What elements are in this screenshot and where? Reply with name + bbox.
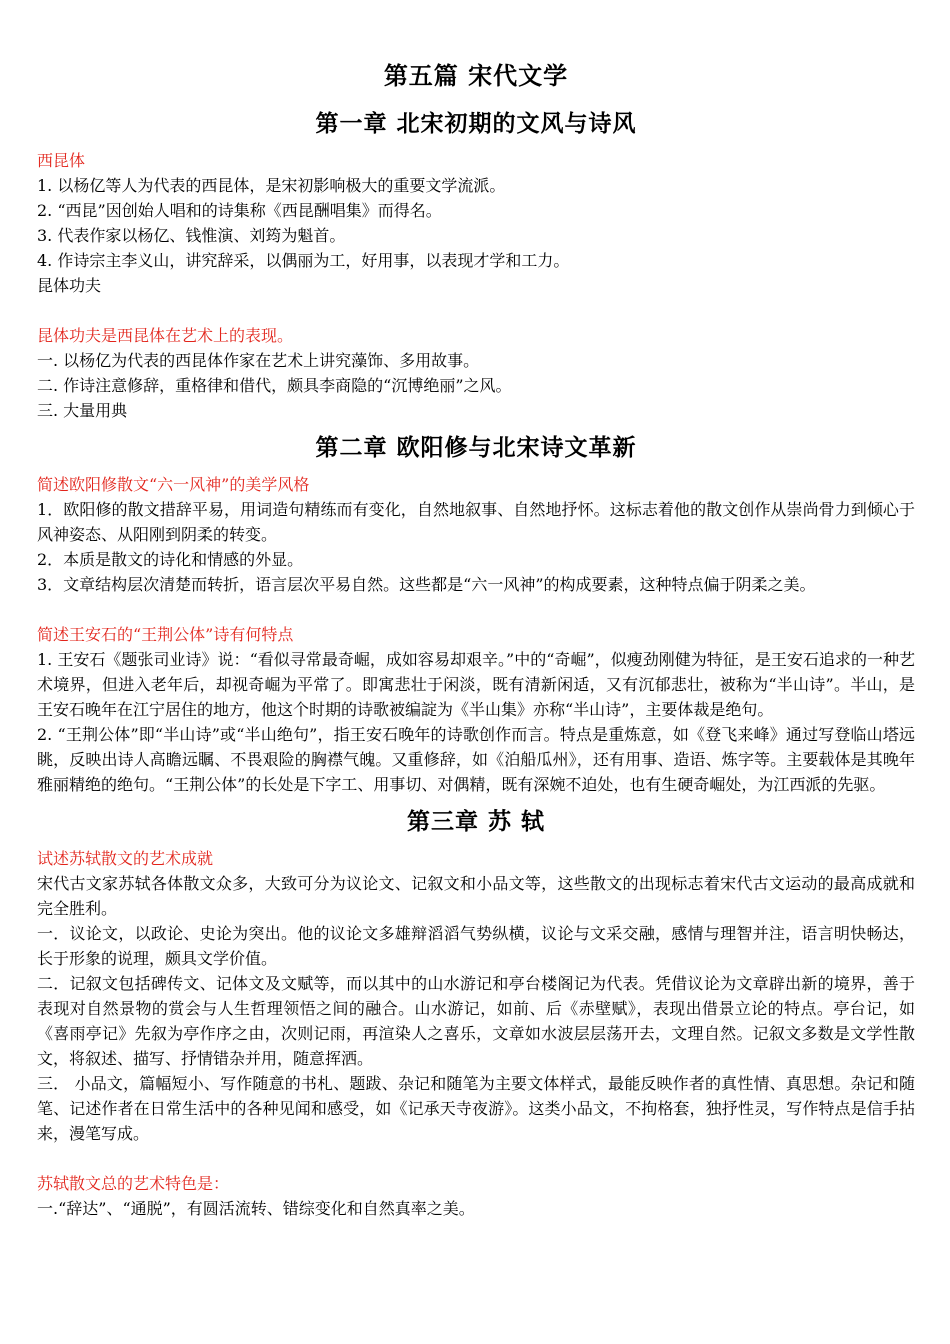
chapter-3-title: 第三章 苏 轼: [406, 809, 545, 835]
paragraph: 宋代古文家苏轼各体散文众多，大致可分为议论文、记叙文和小品文等，这些散文的出现标志着宋代古文运动的最高成就和完全胜利。: [37, 874, 915, 918]
paragraph: 昆体功夫: [37, 276, 102, 295]
paragraph: 1. 以杨亿等人为代表的西昆体，是宋初影响极大的重要文学流派。: [37, 176, 506, 195]
paragraph: 三． 小品文，篇幅短小、写作随意的书札、题跋、杂记和随笔为主要文体样式，最能反映作者的真性情、真思想。杂记和随笔、记述作者在日常生活中的各种见闻和感受，如《记承天寺夜游》。这类小品文，不拘格套，独抒性灵，写作特点是信手拈来，漫笔写成。: [37, 1074, 915, 1143]
paragraph: 2. “王荆公体”即“半山诗”或“半山绝句”，指王安石晚年的诗歌创作而言。特点是重炼意，如《登飞来峰》通过写登临山塔远眺，反映出诗人高瞻远瞩、不畏艰险的胸襟气魄。又重修辞，如《泊船瓜州》，还有用事、造语、炼字等。主要载体是其晚年雅丽精绝的绝句。“王荆公体”的长处是下字工、用事切、对偶精，既有深婉不迫处，也有生硬奇崛处，为江西派的先驱。: [37, 725, 915, 794]
chapter-2-title: 第二章 欧阳修与北宋诗文革新: [315, 435, 637, 461]
paragraph: 2. “西昆”因创始人唱和的诗集称《西昆酬唱集》而得名。: [37, 201, 442, 220]
paragraph: 三. 大量用典: [37, 401, 128, 420]
paragraph: 一．议论文，以政论、史论为突出。他的议论文多雄辩滔滔气势纵横，议论与文采交融，感情与理智并注，语言明快畅达，长于形象的说理，颇具文学价值。: [37, 924, 915, 968]
section-heading-xikun: 西昆体: [37, 151, 86, 170]
section-heading-liuyi: 简述欧阳修散文“六一风神”的美学风格: [37, 475, 310, 494]
section-heading-sushi-prose: 试述苏轼散文的艺术成就: [37, 849, 214, 868]
paragraph: 3. 代表作家以杨亿、钱惟演、刘筠为魁首。: [37, 226, 346, 245]
section-heading-sushi-features: 苏轼散文总的艺术特色是：: [37, 1174, 230, 1193]
paragraph: 一. 以杨亿为代表的西昆体作家在艺术上讲究藻饰、多用故事。: [37, 351, 480, 370]
paragraph: 1．欧阳修的散文措辞平易，用词造句精练而有变化，自然地叙事、自然地抒怀。这标志着他的散文创作从崇尚骨力到倾心于风神姿态、从阳刚到阴柔的转变。: [37, 500, 915, 544]
paragraph: 二．记叙文包括碑传文、记体文及文赋等，而以其中的山水游记和亭台楼阁记为代表。凭借议论为文章辟出新的境界，善于表现对自然景物的赏会与人生哲理领悟之间的融合。山水游记，如前、后《赤壁赋》，表现出借景立论的特点。亭台记，如《喜雨亭记》先叙为亭作序之由，次则记雨，再渲染人之喜乐，文章如水波层层荡开去，文理自然。记叙文多数是文学性散文，将叙述、描写、抒情错杂并用，随意挥洒。: [37, 974, 915, 1068]
paragraph: 1. 王安石《题张司业诗》说：“看似寻常最奇崛，成如容易却艰辛。”中的“奇崛”，似瘦劲刚健为特征，是王安石追求的一种艺术境界，但进入老年后，却视奇崛为平常了。即寓悲壮于闲淡，既有清新闲适，又有沉郁悲壮，被称为“半山诗”。半山，是王安石晚年在江宁居住的地方，他这个时期的诗歌被编諚为《半山集》亦称“半山诗”，主要体裁是绝句。: [37, 650, 915, 719]
paragraph: 3．文章结构层次清楚而转折，语言层次平易自然。这些都是“六一风神”的构成要素，这种特点偏于阴柔之美。: [37, 575, 816, 594]
section-heading-kunti: 昆体功夫是西昆体在艺术上的表现。: [37, 326, 294, 345]
section-heading-wangjinggong: 简述王安石的“王荆公体”诗有何特点: [37, 625, 294, 644]
document-page: [37, 50, 915, 1221]
chapter-1-title: 第一章 北宋初期的文风与诗风: [315, 111, 637, 137]
paragraph: 二. 作诗注意修辞，重格律和借代，颇具李商隐的“沉博绝丽”之风。: [37, 376, 512, 395]
part-title: 第五篇 宋代文学: [383, 62, 569, 90]
paragraph: 2．本质是散文的诗化和情感的外显。: [37, 550, 304, 569]
paragraph: 4. 作诗宗主李义山，讲究辞采，以偶丽为工，好用事，以表现才学和工力。: [37, 251, 570, 270]
paragraph: 一.“辞达”、“通脱”，有圆活流转、错综变化和自然真率之美。: [37, 1199, 475, 1218]
